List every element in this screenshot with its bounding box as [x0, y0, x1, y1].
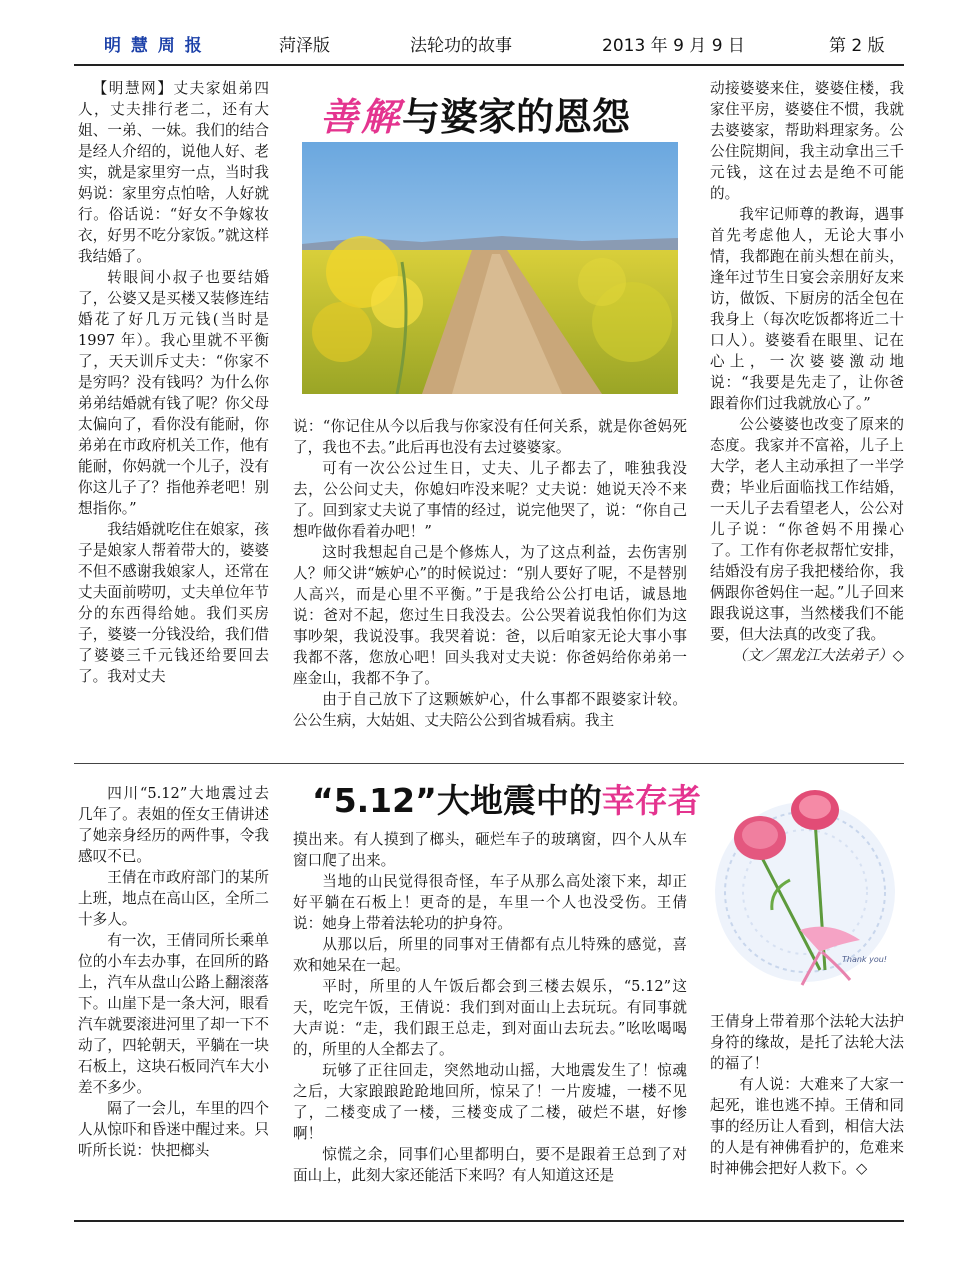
article2-column-right [710, 1011, 904, 1211]
paragraph: 从那以后，所里的同事对王倩都有点儿特殊的感觉，喜欢和她呆在一起。 [293, 936, 687, 974]
newspaper-name: 明 慧 周 报 [104, 36, 204, 56]
article1-title [320, 86, 630, 141]
paragraph: 由于自己放下了这颗嫉妒心，什么事都不跟婆家计较。公公生病，大姑姐、丈夫陪公公到省城看病。我主 [293, 691, 687, 729]
paragraph: 玩够了正往回走，突然地动山摇，大地震发生了！惊魂之后，大家踉踉跄跄地回所，惊呆了！一片废墟，一楼不见了，二楼变成了一楼，三楼变成了二楼，破烂不堪，好惨啊！ [293, 1062, 687, 1142]
article2-title [312, 775, 701, 822]
paragraph: 我牢记师尊的教诲，遇事首先考虑他人，无论大事小情，我都跑在前头想在前头，逢年过节生日宴会亲朋好友来访，做饭、下厨房的活全包在我身上（每次吃饭都将近二十口人）。婆婆看在眼里、记在心上，一次婆婆激动地说：“我要是先走了，让你爸跟着你们过我就放心了。” [710, 206, 904, 412]
footer-rule [74, 1220, 904, 1222]
paragraph: 公公婆婆也改变了原来的态度。我家并不富裕，儿子上大学，老人主动承担了一半学费；毕业后面临找工作结婚，一天儿子去看望老人，公公对儿子说：“你爸妈不用操心了。工作有你老叔帮忙安排，结婚没有房子我把楼给你，我俩跟你爸妈住一起。”儿子回来跟我说这事，当然楼我们不能要，但大法真的改变了我。 [710, 416, 904, 643]
page-header [74, 34, 904, 66]
paragraph: 当地的山民觉得很奇怪，车子从那么高处滚下来，却正好平躺在石板上！更奇的是，车里一个人也没受伤。王倩说：她身上带着法轮功的护身符。 [293, 873, 687, 932]
paragraph: 有一次，王倩同所长乘单位的小车去办事，在回所的路上，汽车从盘山公路上翻滚落下。山崖下是一条大河，眼看汽车就要滚进河里了却一下不动了，四轮朝天，平躺在一块石板上，这块石板同汽车大小差不多少。 [78, 932, 269, 1096]
article1-signature: （文／黑龙江大法弟子）◇ [732, 647, 904, 664]
issue-date: 2013 年 9 月 9 日 [602, 36, 745, 56]
divider [74, 763, 904, 764]
page-number: 第 2 版 [829, 36, 885, 56]
article2-title-mid: 大地震中的 [436, 781, 602, 820]
article1-title-rest: 与婆家的恩怨 [402, 95, 631, 139]
paragraph: 王倩身上带着那个法轮大法护身符的缘故，是托了法轮大法的福了！ [710, 1013, 904, 1072]
canola-field-photo [302, 142, 678, 394]
article1-column-left [78, 78, 269, 758]
carnation-card-illustration [710, 780, 900, 998]
article2-column-left [78, 783, 269, 1211]
article2-title-quote: “5.12” [312, 781, 437, 820]
section-label: 法轮功的故事 [410, 36, 512, 56]
paragraph: 有人说：大难来了大家一起死，谁也逃不掉。王倩和同事的经历让人看到，相信大法的人是有神佛看护的，危难来时神佛会把好人救下。◇ [710, 1076, 904, 1177]
edition-label: 菏泽版 [279, 36, 330, 56]
paragraph: 王倩在市政府部门的某所上班，地点在高山区，全所二十多人。 [78, 869, 269, 928]
paragraph: 平时，所里的人午饭后都会到三楼去娱乐，“5.12”这天，吃完午饭，王倩说：我们到对面山上去玩玩。有同事就大声说：“走，我们跟王总走，到对面山去玩去。”吆吆喝喝的，所里的人全都去了。 [293, 978, 687, 1058]
paragraph: 隔了一会儿，车里的四个人从惊吓和昏迷中醒过来。只听所长说：快把榔头 [78, 1100, 269, 1159]
card-text: Thank you! [842, 955, 888, 964]
paragraph: 动接婆婆来住，婆婆住楼，我家住平房，婆婆住不惯，我就去婆婆家，帮助料理家务。公公住院期间，我主动拿出三千元钱，这在过去是绝不可能的。 [710, 80, 904, 202]
paragraph: 摸出来。有人摸到了榔头，砸烂车子的玻璃窗，四个人从车窗口爬了出来。 [293, 831, 687, 869]
article1-column-middle [293, 416, 687, 758]
article2-title-accent: 幸存者 [601, 781, 701, 820]
paragraph: 说：“你记住从今以后我与你家没有任何关系，就是你爸妈死了，我也不去。”此后再也没有去过婆婆家。 [293, 418, 687, 456]
paragraph: 这时我想起自己是个修炼人，为了这点利益，去伤害别人？师父讲“嫉妒心”的时候说过：“别人要好了呢，不是替别人高兴，而是心里不平衡。”于是我给公公打电话，诚恳地说：爸对不起，您过生日我没去。公公哭着说我怕你们为这事吵架，我说没事。我哭着说：爸，以后咱家无论大事小事我都不落，您放心吧！回头我对丈夫说：你爸妈给你弟弟一座金山，我都不争了。 [293, 544, 687, 687]
article1-title-accent: 善解 [320, 95, 403, 139]
paragraph: 转眼间小叔子也要结婚了，公婆又是买楼又装修连结婚花了好几万元钱(当时是 1997 年）。我心里就不平衡了，天天训斥丈夫：“你家不是穷吗？没有钱吗？为什么你弟弟结婚就有钱了呢？你父母太偏向了，看你没有能耐，你弟弟在市政府机关工作，他有能耐，你妈就一个儿子，没有你这儿子了？指他养老吧！别想指你。” [78, 269, 269, 517]
article2-column-middle [293, 829, 687, 1211]
paragraph: 四川“5.12”大地震过去几年了。表姐的侄女王倩讲述了她亲身经历的两件事，令我感叹不已。 [78, 785, 269, 865]
paragraph: 【明慧网】丈夫家姐弟四人，丈夫排行老二，还有大姐、一弟、一妹。我们的结合是经人介绍的，说他人好、老实，就是家里穷一点，当时我妈说：家里穷点怕啥，人好就行。俗话说：“好女不争嫁妆衣，好男不吃分家饭。”就这样我结婚了。 [78, 80, 269, 265]
paragraph: 惊慌之余，同事们心里都明白，要不是跟着王总到了对面山上，此刻大家还能活下来吗？有人知道这还是 [293, 1146, 687, 1184]
article1-column-right [710, 78, 904, 758]
paragraph: 我结婚就吃住在娘家，孩子是娘家人帮着带大的，婆婆不但不感谢我娘家人，还常在丈夫面前唠叨，丈夫单位年节分的东西得给她。我们买房子，婆婆一分钱没给，我们借了婆婆三千元钱还给要回去了。我对丈夫 [78, 521, 269, 685]
paragraph: 可有一次公公过生日，丈夫、儿子都去了，唯独我没去，公公问丈夫，你媳妇咋没来呢？丈夫说：她说天冷不来了。回到家丈夫说了事情的经过，说完他哭了，说：“你自己想咋做你看着办吧！” [293, 460, 687, 540]
